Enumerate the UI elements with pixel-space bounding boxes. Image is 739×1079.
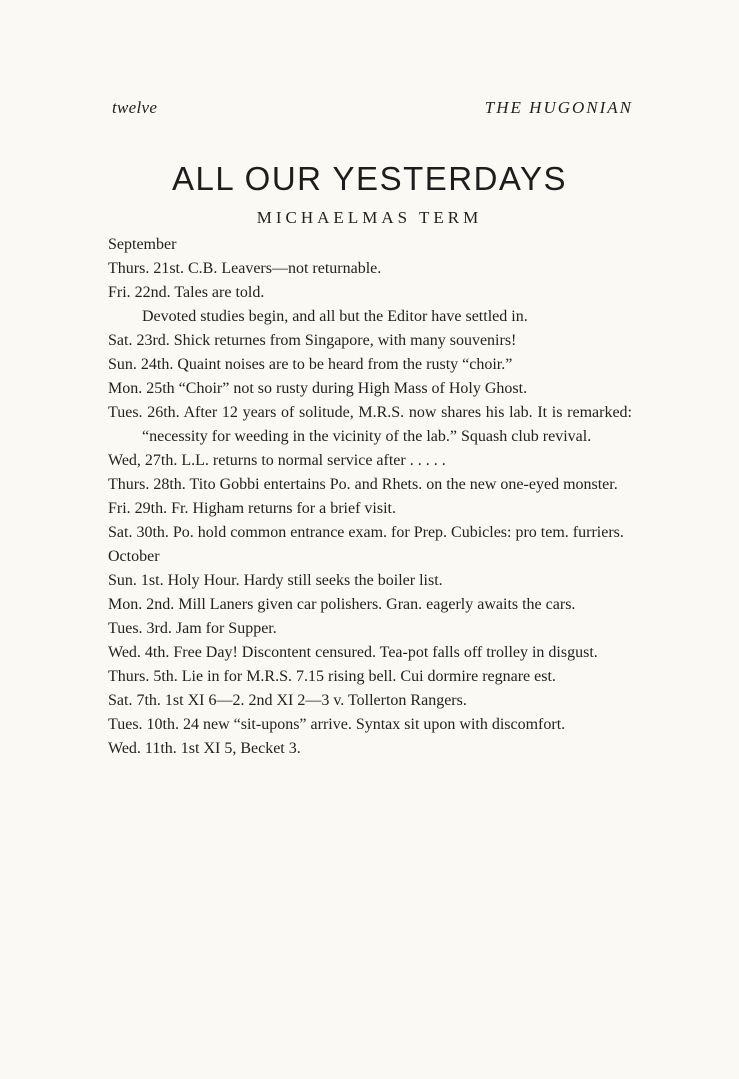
diary-entry: Sat. 30th. Po. hold common entrance exam. for Prep. Cubicles: pro tem. furriers.: [108, 524, 624, 541]
month-heading: October: [108, 548, 160, 565]
diary-entry: Wed. 11th. 1st XI 5, Becket 3.: [108, 740, 301, 757]
diary-entries: [108, 233, 632, 761]
diary-entry: Mon. 25th “Choir” not so rusty during High Mass of Holy Ghost.: [108, 380, 528, 397]
diary-entry: Thurs. 28th. Tito Gobbi entertains Po. and Rhets. on the new one-eyed monster.: [108, 476, 618, 493]
page-number: twelve: [112, 98, 158, 117]
diary-entry: Mon. 2nd. Mill Laners given car polishers. Gran. eagerly awaits the cars.: [108, 596, 576, 613]
diary-entry: Wed, 27th. L.L. returns to normal service after . . . . .: [108, 452, 446, 469]
diary-entry: Sat. 7th. 1st XI 6—2. 2nd XI 2—3 v. Tollerton Rangers.: [108, 692, 467, 709]
diary-entry: Sat. 23rd. Shick returnes from Singapore, with many souvenirs!: [108, 332, 517, 349]
month-heading: September: [108, 236, 177, 253]
diary-entry-continuation: Devoted studies begin, and all but the Editor have settled in.: [142, 308, 528, 325]
page-title: ALL OUR YESTERDAYS: [171, 160, 567, 197]
diary-entry: Fri. 29th. Fr. Higham returns for a brief visit.: [108, 500, 396, 517]
diary-entry: Thurs. 21st. C.B. Leavers—not returnable.: [108, 260, 382, 277]
diary-entry: Sun. 24th. Quaint noises are to be heard from the rusty “choir.”: [108, 356, 513, 373]
section-subtitle: MICHAELMAS TERM: [256, 208, 483, 227]
diary-entry: Sun. 1st. Holy Hour. Hardy still seeks the boiler list.: [108, 572, 443, 589]
running-head: THE HUGONIAN: [484, 98, 633, 117]
diary-entry: Tues. 10th. 24 new “sit-upons” arrive. Syntax sit upon with discomfort.: [108, 716, 566, 733]
diary-entry: Thurs. 5th. Lie in for M.R.S. 7.15 rising bell. Cui dormire regnare est.: [108, 668, 556, 685]
diary-entry: Tues. 26th. After 12 years of solitude, M.R.S. now shares his lab. It is remarked: “necessity for weeding in the vicinity of the lab.” Squash club revival.: [108, 404, 632, 445]
diary-entry: Tues. 3rd. Jam for Supper.: [108, 620, 277, 637]
diary-entry: Wed. 4th. Free Day! Discontent censured. Tea-pot falls off trolley in disgust.: [108, 644, 598, 661]
diary-entry: Fri. 22nd. Tales are told.: [108, 284, 265, 301]
